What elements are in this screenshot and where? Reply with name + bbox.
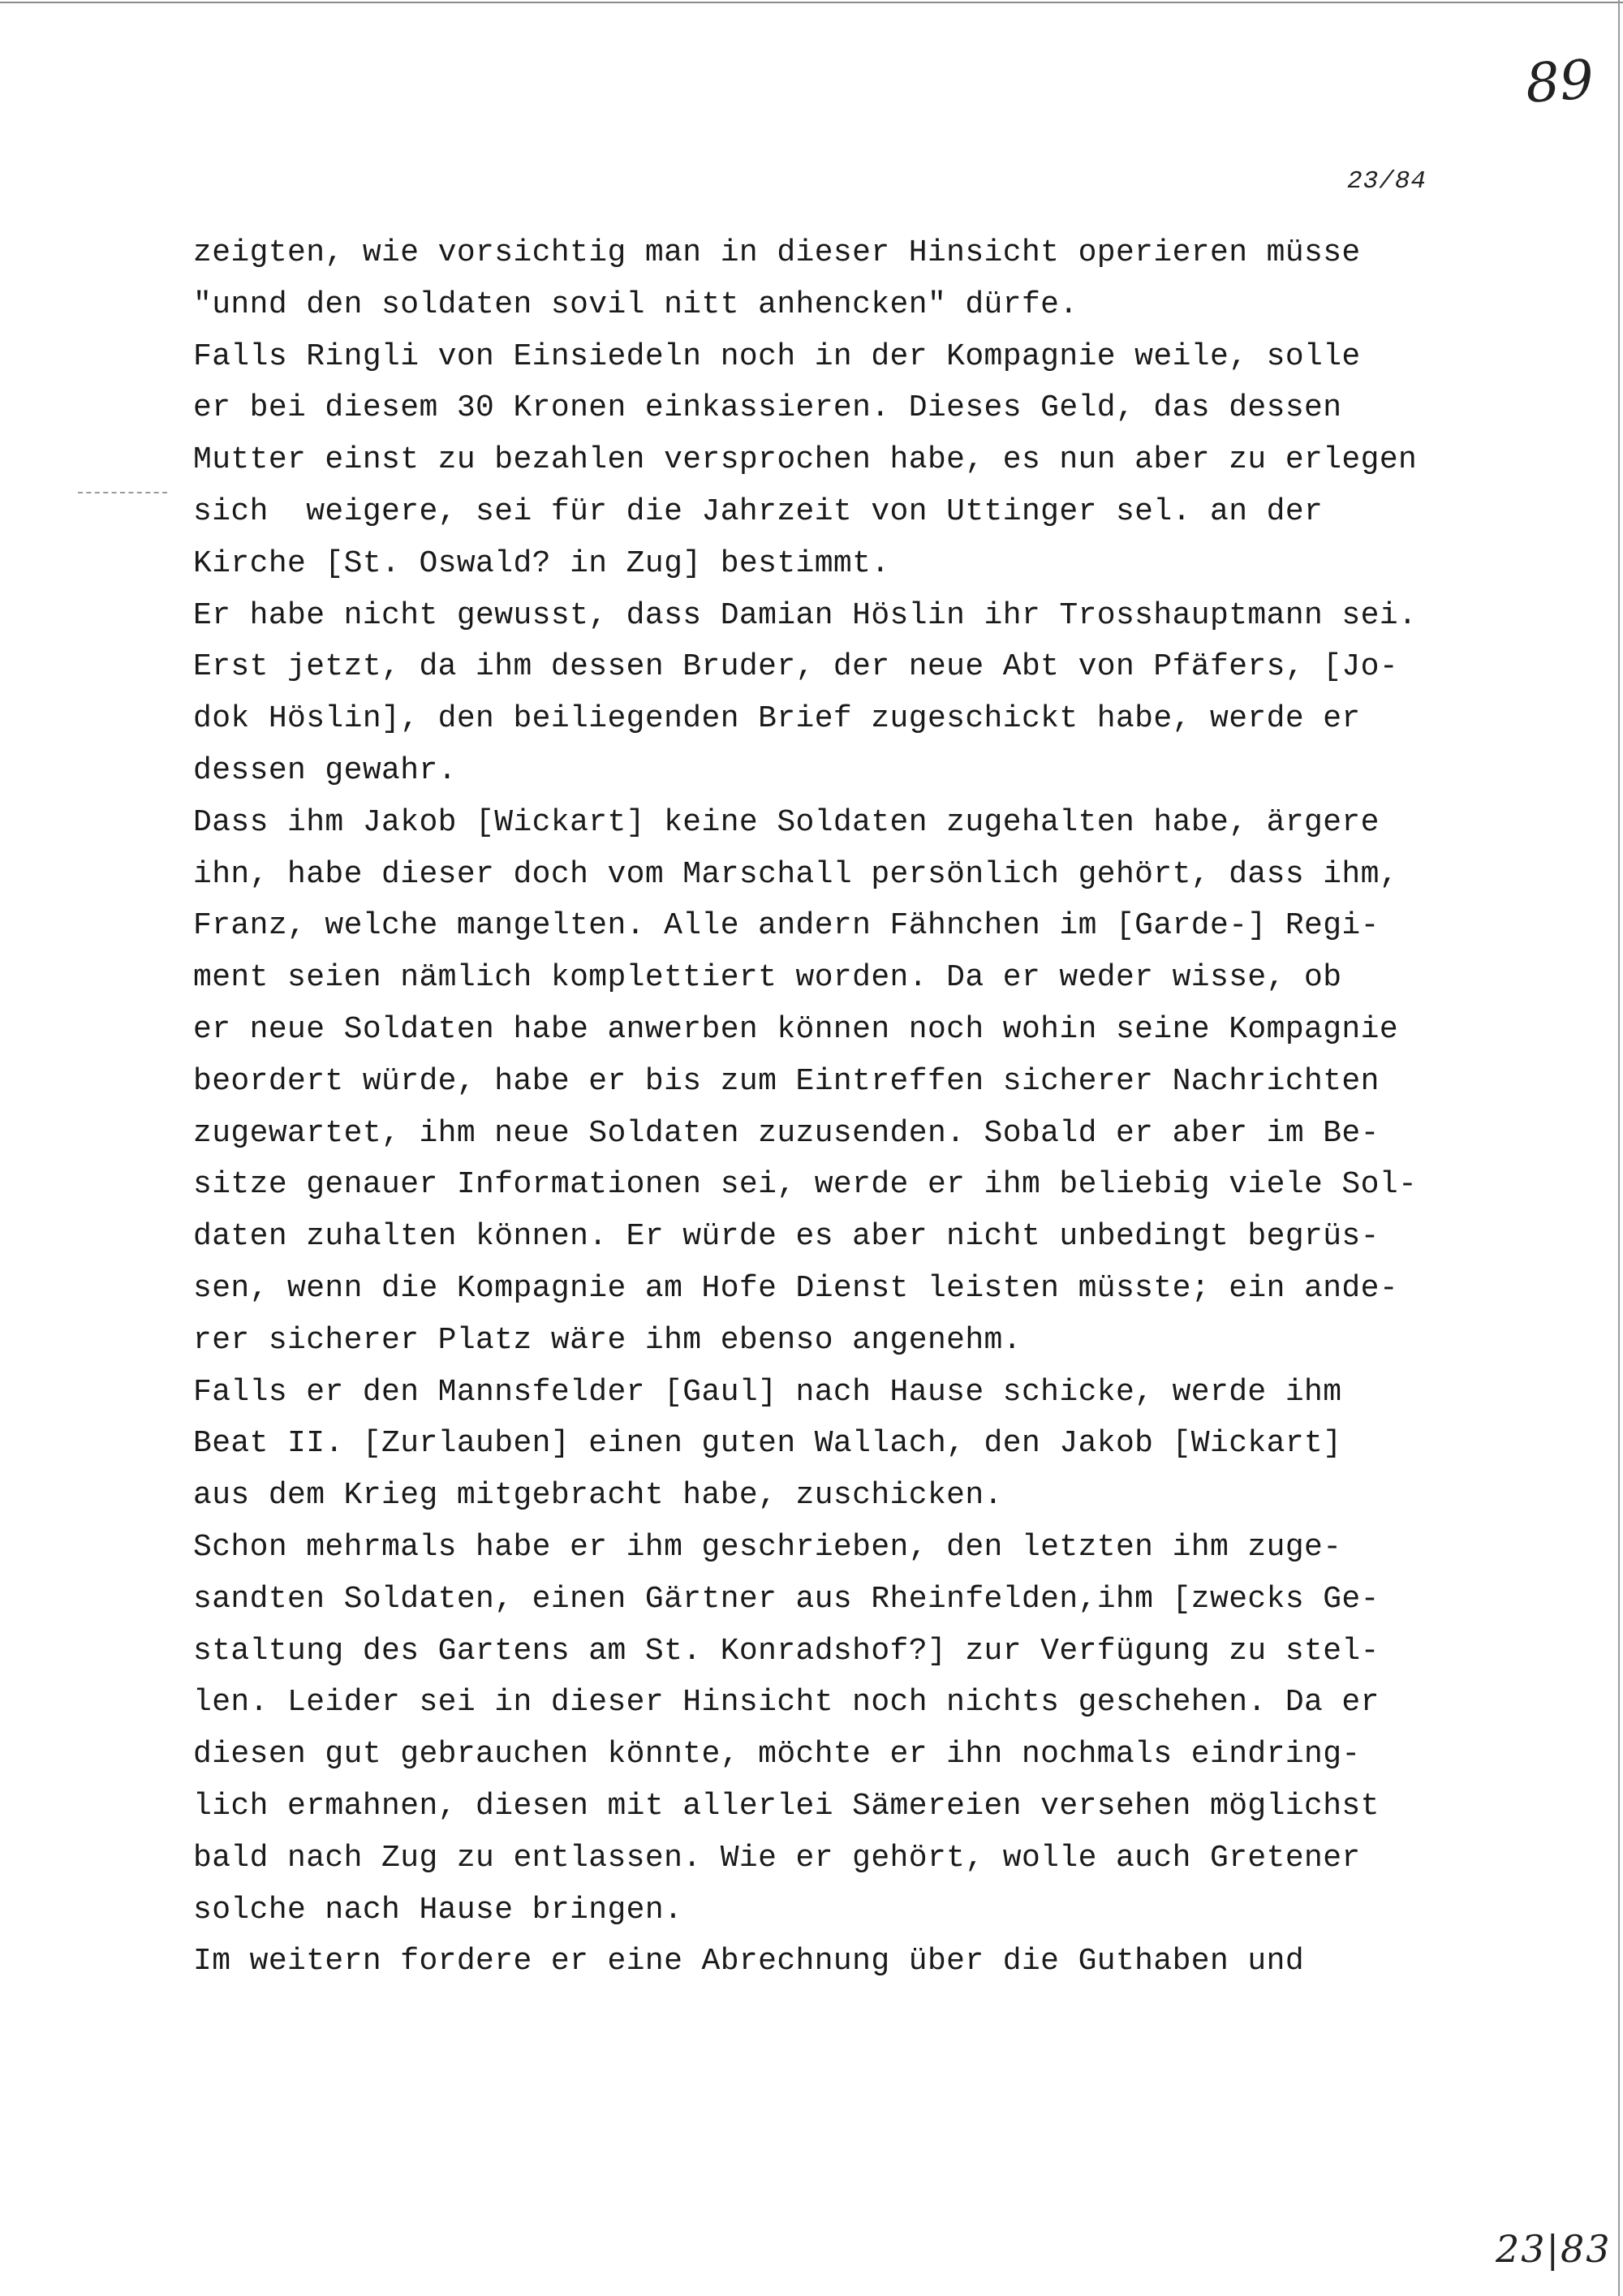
text-line: sich weigere, sei für die Jahrzeit von Uttinger sel. an der <box>193 493 1324 529</box>
text-line: diesen gut gebrauchen könnte, möchte er ihn nochmals eindring- <box>193 1737 1361 1773</box>
text-line: len. Leider sei in dieser Hinsicht noch nichts geschehen. Da er <box>193 1685 1380 1721</box>
text-line: zugewartet, ihm neue Soldaten zuzusenden. Sobald er aber im Be- <box>193 1115 1380 1151</box>
scan-top-border <box>0 2 1623 3</box>
text-line: Dass ihm Jakob [Wickart] keine Soldaten zugehalten habe, ärgere <box>193 804 1380 840</box>
text-line: Falls er den Mannsfelder [Gaul] nach Hause schicke, werde ihm <box>193 1374 1342 1410</box>
margin-mark <box>78 492 167 493</box>
text-line: sen, wenn die Kompagnie am Hofe Dienst leisten müsste; ein ande- <box>193 1270 1399 1306</box>
text-line: "unnd den soldaten sovil nitt anhencken" dürfe. <box>193 286 1078 322</box>
text-line: bald nach Zug zu entlassen. Wie er gehört, wolle auch Gretener <box>193 1840 1361 1876</box>
text-line: dessen gewahr. <box>193 752 457 788</box>
text-line: daten zuhalten können. Er würde es aber nicht unbedingt begrüs- <box>193 1219 1380 1255</box>
text-line: solche nach Hause bringen. <box>193 1892 683 1928</box>
text-line: lich ermahnen, diesen mit allerlei Sämereien versehen möglichst <box>193 1788 1380 1824</box>
text-line: ment seien nämlich komplettiert worden. Da er weder wisse, ob <box>193 960 1342 996</box>
handwritten-archive-number: 89 <box>1523 48 1596 115</box>
handwritten-footer-number: 23|83 <box>1496 2227 1612 2271</box>
scan-right-border <box>1618 0 1620 2296</box>
text-line: zeigten, wie vorsichtig man in dieser Hinsicht operieren müsse <box>193 235 1361 270</box>
text-line: er neue Soldaten habe anwerben können noch wohin seine Kompagnie <box>193 1011 1399 1047</box>
text-line: ihn, habe dieser doch vom Marschall persönlich gehört, dass ihm, <box>193 856 1399 892</box>
text-line: sitze genauer Informationen sei, werde er ihm beliebig viele Sol- <box>193 1167 1418 1203</box>
text-line: sandten Soldaten, einen Gärtner aus Rheinfelden,ihm [zwecks Ge- <box>193 1581 1380 1617</box>
text-line: Beat II. [Zurlauben] einen guten Wallach, den Jakob [Wickart] <box>193 1426 1342 1462</box>
page-reference: 23/84 <box>1347 167 1427 196</box>
text-line: aus dem Krieg mitgebracht habe, zuschicken. <box>193 1478 1003 1514</box>
text-line: staltung des Gartens am St. Konradshof?] zur Verfügung zu stel- <box>193 1633 1380 1669</box>
text-line: Falls Ringli von Einsiedeln noch in der Kompagnie weile, solle <box>193 338 1361 374</box>
body-text <box>193 227 1492 1988</box>
text-line: Im weitern fordere er eine Abrechnung über die Guthaben und <box>193 1944 1305 1979</box>
text-line: dok Höslin], den beiliegenden Brief zugeschickt habe, werde er <box>193 701 1361 737</box>
text-line: Er habe nicht gewusst, dass Damian Höslin ihr Trosshauptmann sei. <box>193 597 1418 633</box>
text-line: Erst jetzt, da ihm dessen Bruder, der neue Abt von Pfäfers, [Jo- <box>193 649 1399 685</box>
text-line: Mutter einst zu bezahlen versprochen habe, es nun aber zu erlegen <box>193 442 1418 478</box>
text-line: Franz, welche mangelten. Alle andern Fähnchen im [Garde-] Regi- <box>193 908 1380 944</box>
text-line: rer sicherer Platz wäre ihm ebenso angenehm. <box>193 1322 1022 1358</box>
text-line: er bei diesem 30 Kronen einkassieren. Dieses Geld, das dessen <box>193 390 1342 426</box>
text-line: beordert würde, habe er bis zum Eintreffen sicherer Nachrichten <box>193 1063 1380 1099</box>
text-line: Schon mehrmals habe er ihm geschrieben, den letzten ihm zuge- <box>193 1529 1342 1565</box>
text-line: Kirche [St. Oswald? in Zug] bestimmt. <box>193 545 890 581</box>
